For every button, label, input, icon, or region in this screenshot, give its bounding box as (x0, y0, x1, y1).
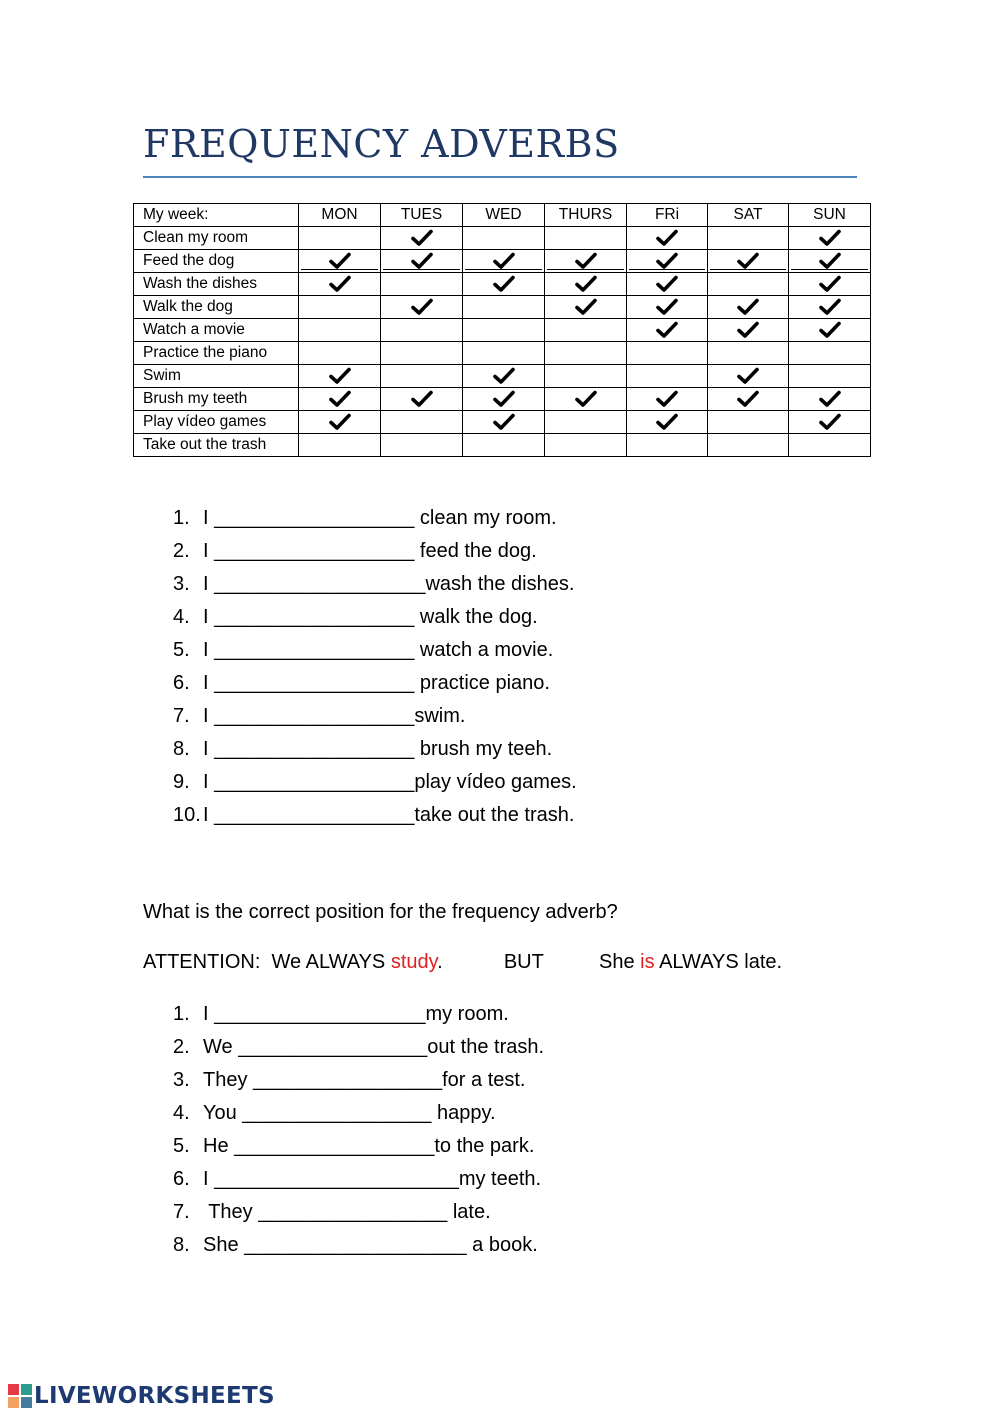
fill-in-sentence[interactable]: We _________________out the trash. (203, 1036, 545, 1058)
table-row (134, 388, 871, 411)
table-row (134, 319, 871, 342)
footer-brand (8, 1383, 275, 1409)
checkmark-icon (819, 298, 841, 316)
table-row (134, 342, 871, 365)
day-cell (463, 319, 545, 342)
day-cell (381, 411, 463, 434)
checkmark-icon (656, 390, 678, 408)
fill-in-sentence[interactable]: I __________________ brush my teeh. (203, 738, 553, 760)
checkmark-icon (656, 321, 678, 339)
checkmark-icon (493, 252, 515, 270)
checkmark-icon (575, 298, 597, 316)
day-header: MON (299, 204, 381, 227)
checkmark-icon (493, 413, 515, 431)
fill-in-sentence[interactable]: I __________________play vídeo games. (203, 771, 577, 793)
cell-underline (383, 269, 460, 270)
checkmark-icon (329, 390, 351, 408)
cell-underline (710, 269, 786, 270)
day-cell (789, 296, 871, 319)
day-cell (789, 250, 871, 273)
day-cell (708, 250, 789, 273)
day-cell (463, 388, 545, 411)
checkmark-icon (411, 229, 433, 247)
fill-in-sentence[interactable]: I __________________ watch a movie. (203, 639, 554, 661)
activity-label: Swim (134, 365, 299, 388)
checkmark-icon (737, 390, 759, 408)
item-number: 2. (173, 540, 190, 562)
day-cell (708, 434, 789, 457)
fill-in-sentence[interactable]: I __________________ clean my room. (203, 507, 557, 529)
day-cell (463, 411, 545, 434)
day-cell (545, 296, 627, 319)
footer-brand-text: LIVEWORKSHEETS (34, 1383, 275, 1409)
day-cell (708, 365, 789, 388)
day-cell (299, 388, 381, 411)
highlight-verb-is: is (640, 951, 655, 973)
day-cell (627, 434, 708, 457)
item-number: 6. (173, 672, 190, 694)
checkmark-icon (737, 367, 759, 385)
activity-label: Walk the dog (134, 296, 299, 319)
item-number: 2. (173, 1036, 190, 1058)
day-cell (789, 273, 871, 296)
day-cell (545, 411, 627, 434)
day-cell (463, 250, 545, 273)
day-cell (545, 388, 627, 411)
cell-underline (547, 269, 624, 270)
item-number: 5. (173, 639, 190, 661)
table-row (134, 250, 871, 273)
day-cell (545, 365, 627, 388)
checkmark-icon (656, 298, 678, 316)
day-cell (708, 388, 789, 411)
item-number: 8. (173, 738, 190, 760)
checkmark-icon (493, 367, 515, 385)
checkmark-icon (819, 252, 841, 270)
day-cell (789, 411, 871, 434)
item-number: 6. (173, 1168, 190, 1190)
item-number: 9. (173, 771, 190, 793)
item-number: 3. (173, 573, 190, 595)
day-cell (299, 250, 381, 273)
day-cell (463, 273, 545, 296)
checkmark-icon (493, 275, 515, 293)
day-cell (627, 227, 708, 250)
attention-label: ATTENTION: We ALWAYS (143, 951, 391, 973)
day-cell (299, 319, 381, 342)
fill-in-sentence[interactable]: I __________________ feed the dog. (203, 540, 537, 562)
day-cell (708, 227, 789, 250)
day-cell (627, 250, 708, 273)
day-cell (708, 273, 789, 296)
table-row (134, 296, 871, 319)
weekly-schedule-table (133, 203, 871, 457)
day-cell (708, 319, 789, 342)
activity-label: Play vídeo games (134, 411, 299, 434)
item-number: 10. (173, 804, 201, 826)
highlight-verb-study: study (390, 951, 438, 973)
day-cell (463, 342, 545, 365)
cell-underline (465, 269, 542, 270)
day-cell (381, 365, 463, 388)
day-cell (463, 227, 545, 250)
activity-label: Wash the dishes (134, 273, 299, 296)
day-cell (381, 227, 463, 250)
checkmark-icon (411, 252, 433, 270)
day-cell (627, 388, 708, 411)
table-row (134, 434, 871, 457)
fill-in-sentence[interactable]: I __________________swim. (203, 705, 466, 727)
activity-label: Brush my teeth (134, 388, 299, 411)
day-header: TUES (381, 204, 463, 227)
table-row (134, 227, 871, 250)
cell-underline (629, 269, 705, 270)
checkmark-icon (819, 275, 841, 293)
checkmark-icon (575, 390, 597, 408)
fill-in-sentence[interactable]: I ______________________my teeth. (203, 1168, 542, 1190)
fill-in-sentence[interactable]: I __________________ practice piano. (203, 672, 550, 694)
checkmark-icon (737, 252, 759, 270)
fill-in-sentence[interactable]: I ___________________wash the dishes. (203, 573, 575, 595)
table-row (134, 273, 871, 296)
day-cell (463, 365, 545, 388)
table-body (134, 227, 871, 457)
item-number: 3. (173, 1069, 190, 1091)
day-cell (789, 342, 871, 365)
title-underline (143, 176, 857, 178)
day-cell (381, 250, 463, 273)
day-cell (381, 273, 463, 296)
activity-label: Take out the trash (134, 434, 299, 457)
item-number: 1. (173, 507, 190, 529)
fill-in-sentence[interactable]: I __________________ walk the dog. (203, 606, 538, 628)
item-number: 8. (173, 1234, 190, 1256)
checkmark-icon (656, 229, 678, 247)
day-cell (708, 342, 789, 365)
checkmark-icon (656, 275, 678, 293)
checkmark-icon (819, 321, 841, 339)
cell-underline (791, 269, 868, 270)
activity-label: Clean my room (134, 227, 299, 250)
table-row (134, 365, 871, 388)
day-cell (789, 227, 871, 250)
day-header: THURS (545, 204, 627, 227)
checkmark-icon (329, 252, 351, 270)
cell-underline (301, 269, 378, 270)
header-label: My week: (134, 204, 299, 227)
day-cell (299, 365, 381, 388)
day-cell (789, 434, 871, 457)
activity-label: Practice the piano (134, 342, 299, 365)
fill-in-sentence[interactable]: They _________________ late. (203, 1201, 491, 1223)
day-header: WED (463, 204, 545, 227)
checkmark-icon (575, 252, 597, 270)
day-cell (545, 434, 627, 457)
checkmark-icon (656, 252, 678, 270)
question-heading: What is the correct position for the frequency adverb? (143, 901, 618, 923)
checkmark-icon (575, 275, 597, 293)
day-cell (789, 388, 871, 411)
checkmark-icon (411, 298, 433, 316)
checkmark-icon (493, 390, 515, 408)
day-cell (545, 250, 627, 273)
day-cell (463, 296, 545, 319)
day-cell (627, 411, 708, 434)
day-cell (789, 319, 871, 342)
table-header-row (134, 204, 871, 227)
day-cell (463, 434, 545, 457)
day-cell (627, 342, 708, 365)
checkmark-icon (329, 275, 351, 293)
day-cell (299, 434, 381, 457)
item-number: 7. (173, 705, 190, 727)
day-cell (381, 342, 463, 365)
table-row (134, 411, 871, 434)
day-cell (627, 296, 708, 319)
day-cell (627, 319, 708, 342)
item-number: 5. (173, 1135, 190, 1157)
checkmark-icon (819, 413, 841, 431)
checkmark-icon (329, 413, 351, 431)
attention-middle: . BUT She (437, 951, 641, 973)
checkmark-icon (737, 298, 759, 316)
day-cell (545, 227, 627, 250)
activity-label: Feed the dog (134, 250, 299, 273)
day-cell (381, 434, 463, 457)
attention-note (143, 951, 782, 974)
liveworksheets-logo-icon (8, 1384, 32, 1408)
day-cell (381, 319, 463, 342)
checkmark-icon (737, 321, 759, 339)
day-cell (789, 365, 871, 388)
checkmark-icon (411, 390, 433, 408)
day-header: SAT (708, 204, 789, 227)
activity-label: Watch a movie (134, 319, 299, 342)
fill-in-sentence[interactable]: I __________________take out the trash. (203, 804, 575, 826)
day-header: SUN (789, 204, 871, 227)
fill-in-sentence[interactable]: She ____________________ a book. (203, 1234, 538, 1256)
day-cell (381, 296, 463, 319)
day-cell (299, 342, 381, 365)
fill-in-sentence[interactable]: You _________________ happy. (203, 1102, 496, 1124)
item-number: 7. (173, 1201, 190, 1223)
page-title: FREQUENCY ADVERBS (143, 122, 620, 166)
fill-in-sentence[interactable]: They _________________for a test. (203, 1069, 526, 1091)
day-cell (708, 296, 789, 319)
attention-end: ALWAYS late. (654, 951, 783, 973)
fill-in-sentence[interactable]: He __________________to the park. (203, 1135, 535, 1157)
day-cell (708, 411, 789, 434)
day-cell (381, 388, 463, 411)
checkmark-icon (656, 413, 678, 431)
day-cell (545, 342, 627, 365)
item-number: 4. (173, 606, 190, 628)
day-cell (545, 273, 627, 296)
checkmark-icon (819, 229, 841, 247)
day-cell (299, 411, 381, 434)
day-cell (545, 319, 627, 342)
checkmark-icon (329, 367, 351, 385)
day-cell (627, 273, 708, 296)
fill-in-sentence[interactable]: I ___________________my room. (203, 1003, 509, 1025)
day-cell (299, 227, 381, 250)
day-header: FRi (627, 204, 708, 227)
item-number: 4. (173, 1102, 190, 1124)
day-cell (299, 273, 381, 296)
checkmark-icon (819, 390, 841, 408)
day-cell (627, 365, 708, 388)
item-number: 1. (173, 1003, 190, 1025)
day-cell (299, 296, 381, 319)
